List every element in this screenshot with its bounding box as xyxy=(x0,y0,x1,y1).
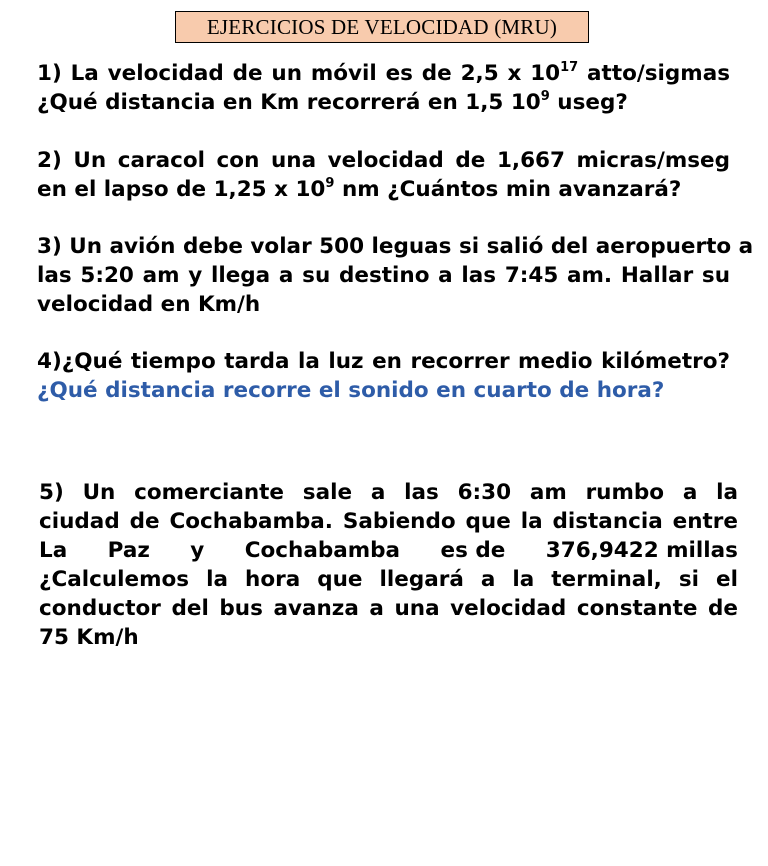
problem-3-line-2: las 5:20 am y llega a su destino a las 7:45 am. Hallar su xyxy=(37,263,730,288)
problem-5-line-2: ciudad de Cochabamba. Sabiendo que la distancia entre xyxy=(39,509,738,534)
problem-3-line-1: 3) Un avión debe volar 500 leguas si salió del aeropuerto a xyxy=(37,234,754,259)
exponent: 17 xyxy=(560,60,579,75)
page-title xyxy=(175,11,589,43)
problem-2-line-2: en el lapso de 1,25 x $10^9$ nm ¿Cuántos min avanzará? xyxy=(37,176,682,202)
problem-1-line-1: 1) La velocidad de un móvil es de 2,5 x $10^{17}$ atto/sigmas xyxy=(37,60,730,86)
problem-1 xyxy=(37,59,730,117)
problem-2 xyxy=(37,146,730,204)
problem-5-line-5: conductor del bus avanza a una velocidad constante de xyxy=(39,596,738,621)
problem-2-line-1: 2) Un caracol con una velocidad de 1,667 micras/mseg xyxy=(37,148,730,173)
problem-4-line-1: 4)¿Qué tiempo tarda la luz en recorrer medio kilómetro? xyxy=(37,349,730,374)
problem-5-line-3: La Paz y Cochabamba es de 376,9422 millas xyxy=(39,538,738,563)
exponent: 9 xyxy=(325,176,335,191)
problem-5 xyxy=(39,478,738,652)
problem-3-line-3: velocidad en Km/h xyxy=(37,292,261,317)
problem-5-line-4: ¿Calculemos la hora que llegará a la terminal, si el xyxy=(39,567,738,592)
problem-1-line-2: ¿Qué distancia en Km recorrerá en 1,5 $10^9$ useg? xyxy=(37,89,628,115)
exponent: 9 xyxy=(540,89,550,104)
problem-5-line-6: 75 Km/h xyxy=(39,625,139,650)
problem-3 xyxy=(37,232,754,319)
problem-5-line-1: 5) Un comerciante sale a las 6:30 am rumbo a la xyxy=(39,480,738,505)
problem-4 xyxy=(37,347,730,405)
problem-4-line-2: ¿Qué distancia recorre el sonido en cuarto de hora? xyxy=(37,378,665,403)
page-title-text: EJERCICIOS DE VELOCIDAD (MRU) xyxy=(206,15,558,39)
